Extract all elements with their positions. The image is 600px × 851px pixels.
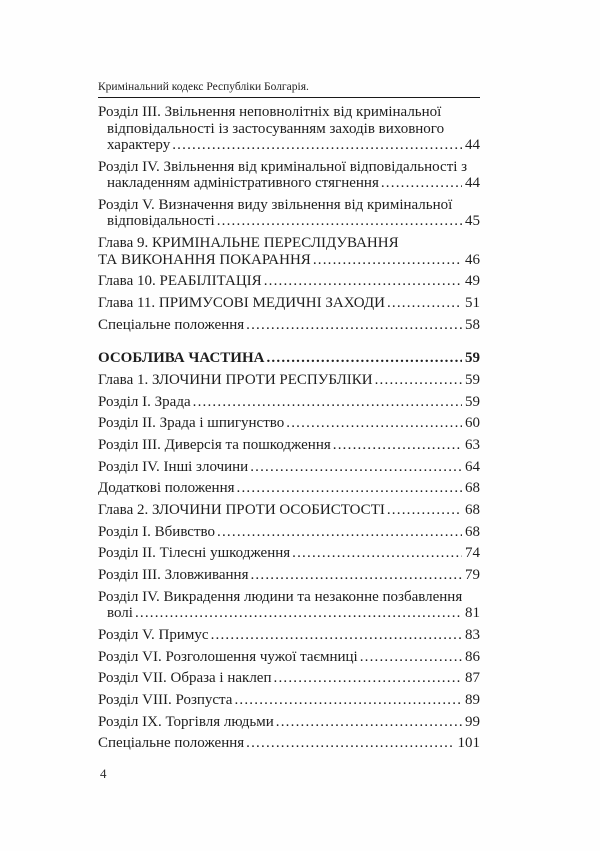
toc-entry-leader-row xyxy=(98,735,480,752)
toc-page-number: 59 xyxy=(465,371,480,388)
toc-entry xyxy=(98,459,480,476)
toc-entry xyxy=(98,273,480,290)
toc-entry xyxy=(98,295,480,312)
toc-entry xyxy=(98,317,480,334)
page-content xyxy=(98,81,480,757)
dot-leader xyxy=(246,735,454,752)
toc-entry-text: відповідальності із застосуванням заходів виховного xyxy=(107,120,445,137)
dot-leader xyxy=(387,502,462,519)
toc-entry-text: Розділ I. Вбивство xyxy=(98,523,216,540)
toc-entry-leader-row xyxy=(98,350,480,367)
toc-entry-leader-row xyxy=(98,545,480,562)
toc-page-number: 83 xyxy=(465,626,480,643)
toc-entry xyxy=(98,735,480,752)
dot-leader xyxy=(211,627,462,644)
toc-entry-text: Глава 9. КРИМІНАЛЬНЕ ПЕРЕСЛІДУВАННЯ xyxy=(98,235,399,252)
toc-page-number: 101 xyxy=(457,735,480,752)
toc-section xyxy=(98,104,480,333)
toc-entry-text: Глава 1. ЗЛОЧИНИ ПРОТИ РЕСПУБЛІКИ xyxy=(98,371,373,388)
toc-entry-text: Розділ VI. Розголошення чужої таємниці xyxy=(98,648,358,665)
toc-entry xyxy=(98,415,480,432)
toc-page-number: 44 xyxy=(465,175,480,192)
toc-entry-leader-row xyxy=(98,252,480,269)
toc-entry xyxy=(98,567,480,584)
dot-leader xyxy=(286,415,462,432)
toc-page-number: 74 xyxy=(465,545,480,562)
dot-leader xyxy=(172,137,462,154)
toc-entry-leader-row xyxy=(98,213,480,230)
toc-entry xyxy=(98,670,480,687)
toc-entry-text: Розділ I. Зрада xyxy=(98,393,191,410)
toc-entry-text: Розділ VII. Образа і наклеп xyxy=(98,670,272,687)
toc-entry-text: Спеціальне положення xyxy=(98,735,245,752)
toc-page-number: 49 xyxy=(465,273,480,290)
dot-leader xyxy=(250,567,462,584)
toc-page-number: 79 xyxy=(465,567,480,583)
toc-page-number: 81 xyxy=(465,605,480,622)
page-number: 4 xyxy=(100,766,107,781)
toc-entry-leader-row xyxy=(98,437,480,454)
toc-entry-leader-row xyxy=(98,692,480,709)
toc-entry-text: Розділ III. Диверсія та пошкодження xyxy=(98,436,331,453)
toc-page-number: 63 xyxy=(465,436,480,453)
toc-entry-text: Розділ V. Примус xyxy=(98,626,209,643)
dot-leader xyxy=(274,670,463,687)
toc-entry-text: Розділ IV. Інші злочини xyxy=(98,458,249,475)
dot-leader xyxy=(266,350,462,367)
toc-entry-leader-row xyxy=(98,137,480,154)
toc-entry-leader-row xyxy=(98,372,480,389)
toc-page-number: 87 xyxy=(465,670,480,687)
toc-entry-leader-row xyxy=(98,317,480,334)
toc-page-number: 59 xyxy=(465,393,480,410)
dot-leader xyxy=(217,213,462,230)
toc-entry-leader-row xyxy=(98,502,480,519)
toc-page-number: 68 xyxy=(465,501,480,518)
toc-entry xyxy=(98,627,480,644)
toc-entry-text: Глава 11. ПРИМУСОВІ МЕДИЧНІ ЗАХОДИ xyxy=(98,294,385,311)
toc-entry xyxy=(98,714,480,731)
dot-leader xyxy=(276,714,462,731)
toc-page-number: 68 xyxy=(465,480,480,497)
toc-entry-text: Розділ V. Визначення виду звільнення від кримінальної xyxy=(98,196,453,213)
toc-entry-leader-row xyxy=(98,394,480,411)
toc-entry xyxy=(98,524,480,541)
toc-entry-text: Додаткові положення xyxy=(98,480,235,497)
toc-entry-leader-row xyxy=(98,480,480,497)
dot-leader xyxy=(217,524,462,541)
dot-leader xyxy=(313,252,462,269)
toc-entry-text: ОСОБЛИВА ЧАСТИНА xyxy=(98,350,265,367)
toc-entry-text: Розділ IV. Звільнення від кримінальної відповідальності з xyxy=(98,158,468,175)
toc-entry-text: Розділ IX. Торгівля людьми xyxy=(98,713,274,730)
toc-entry xyxy=(98,372,480,389)
toc-page-number: 59 xyxy=(465,350,480,367)
dot-leader xyxy=(193,394,462,411)
dot-leader xyxy=(387,295,462,312)
toc-entry xyxy=(98,502,480,519)
toc-entry-leader-row xyxy=(98,649,480,666)
toc-entry-text: відповідальності xyxy=(107,213,215,230)
toc-entry-text: Розділ II. Зрада і шпигунство xyxy=(98,415,285,432)
dot-leader xyxy=(333,437,462,454)
toc-entry-text: Розділ VIII. Розпуста xyxy=(98,691,233,708)
dot-leader xyxy=(250,459,462,476)
toc-page-number: 45 xyxy=(465,213,480,230)
toc-entry xyxy=(98,104,480,154)
toc-entry xyxy=(98,394,480,411)
toc-page-number: 44 xyxy=(465,137,480,153)
dot-leader xyxy=(292,545,462,562)
running-header: Кримінальний кодекс Республіки Болгарія. xyxy=(98,81,480,98)
toc-page-number: 68 xyxy=(465,523,480,540)
dot-leader xyxy=(135,605,462,622)
toc-entry-text: Розділ III. Звільнення неповнолітніх від кримінальної xyxy=(98,104,442,120)
toc-entry xyxy=(98,649,480,666)
dot-leader xyxy=(360,649,462,666)
toc-entry-leader-row xyxy=(98,627,480,644)
toc-entry-text: Розділ III. Зловживання xyxy=(98,567,249,583)
toc-entry-leader-row xyxy=(98,567,480,584)
toc-entry-leader-row xyxy=(98,459,480,476)
dot-leader xyxy=(246,317,462,334)
toc-page-number: 46 xyxy=(465,251,480,268)
toc-page-number: 64 xyxy=(465,458,480,475)
toc-entry-text: характеру xyxy=(107,137,171,153)
toc-entry xyxy=(98,589,480,622)
toc-entry-text: Розділ II. Тілесні ушкодження xyxy=(98,545,291,562)
dot-leader xyxy=(264,273,462,290)
toc-entry-text: Спеціальне положення xyxy=(98,316,245,333)
toc-entry-text: волі xyxy=(107,605,133,622)
toc-entry xyxy=(98,235,480,268)
dot-leader xyxy=(237,480,462,497)
toc-entry-text: накладенням адміністративного стягнення xyxy=(107,175,379,192)
toc-entry xyxy=(98,159,480,192)
toc-page-number: 99 xyxy=(465,713,480,730)
toc-page-number: 89 xyxy=(465,691,480,708)
toc-entry-leader-row xyxy=(98,175,480,192)
toc-entry-leader-row xyxy=(98,273,480,290)
toc-entry xyxy=(98,545,480,562)
toc-entry xyxy=(98,197,480,230)
toc-page-number: 58 xyxy=(465,316,480,333)
toc-entry-leader-row xyxy=(98,670,480,687)
toc-entry-leader-row xyxy=(98,415,480,432)
table-of-contents xyxy=(98,104,480,752)
toc-entry-leader-row xyxy=(98,605,480,622)
toc-entry-leader-row xyxy=(98,524,480,541)
toc-page-number: 86 xyxy=(465,648,480,665)
toc-section xyxy=(98,350,480,752)
toc-entry-leader-row xyxy=(98,295,480,312)
toc-page-number: 51 xyxy=(465,294,480,311)
toc-entry-text: Глава 2. ЗЛОЧИНИ ПРОТИ ОСОБИСТОСТІ xyxy=(98,501,385,518)
toc-entry-text: Глава 10. РЕАБІЛІТАЦІЯ xyxy=(98,273,262,290)
toc-entry xyxy=(98,692,480,709)
toc-entry-text: ТА ВИКОНАННЯ ПОКАРАННЯ xyxy=(98,251,311,268)
dot-leader xyxy=(234,692,462,709)
dot-leader xyxy=(375,372,462,389)
toc-entry xyxy=(98,350,480,367)
toc-page-number: 60 xyxy=(465,415,480,432)
toc-entry xyxy=(98,437,480,454)
toc-entry-leader-row xyxy=(98,714,480,731)
toc-entry-text: Розділ IV. Викрадення людини та незаконне позбавлення xyxy=(98,588,463,605)
dot-leader xyxy=(381,175,462,192)
toc-entry xyxy=(98,480,480,497)
